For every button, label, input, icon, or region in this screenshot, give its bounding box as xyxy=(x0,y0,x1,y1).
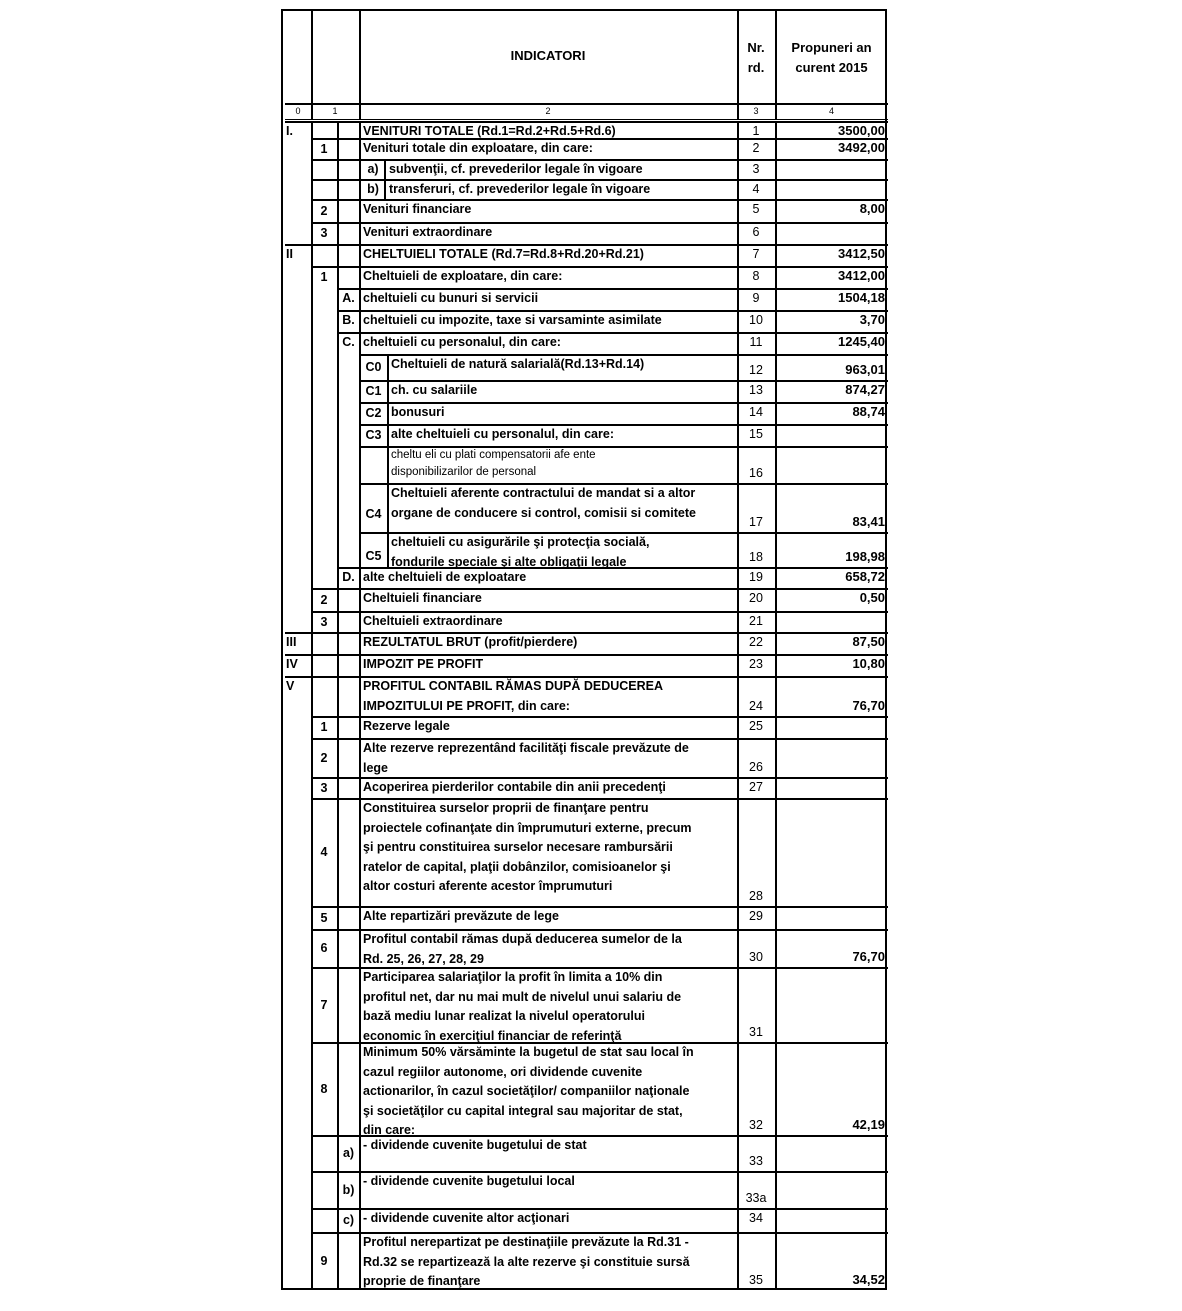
row-number: 33 xyxy=(749,1154,763,1168)
column-line xyxy=(311,567,313,588)
row-number: 22 xyxy=(749,635,763,649)
column-line xyxy=(359,632,361,654)
header-rd: rd. xyxy=(747,60,765,75)
column-line xyxy=(337,380,339,402)
roman-numeral: V xyxy=(286,679,295,693)
column-line xyxy=(775,103,777,119)
indicator-label: - dividende cuvenite bugetului de stat xyxy=(363,1138,587,1152)
column-line xyxy=(337,244,339,266)
roman-numeral: III xyxy=(286,635,297,649)
letter-code: B. xyxy=(342,313,355,327)
column-line xyxy=(337,446,339,483)
indicator-label: Cheltuieli extraordinare xyxy=(363,614,503,628)
letter-code: C5 xyxy=(365,548,382,563)
column-line xyxy=(359,1171,361,1208)
column-line xyxy=(775,424,777,446)
proposal-value: 42,19 xyxy=(852,1117,885,1132)
column-line xyxy=(311,244,313,266)
indicator-label: profitul net, dar nu mai mult de nivelul unui salariu de xyxy=(363,989,682,1004)
letter-code: b) xyxy=(367,182,379,196)
indicator-label: - dividende cuvenite altor acţionari xyxy=(363,1211,570,1225)
column-line xyxy=(337,483,339,532)
column-line xyxy=(337,798,339,906)
indicator-label: Minimum 50% vărsăminte la bugetul de stat sau local în xyxy=(363,1045,694,1059)
column-index: 0 xyxy=(295,106,301,116)
letter-code: b) xyxy=(342,1182,355,1197)
column-line xyxy=(311,676,313,716)
row-number: 31 xyxy=(749,1025,763,1039)
row-number: 19 xyxy=(749,570,763,584)
proposal-value: 0,50 xyxy=(859,590,885,605)
proposal-value: 658,72 xyxy=(845,569,885,584)
column-line xyxy=(359,446,361,483)
column-line xyxy=(337,354,339,380)
column-line xyxy=(337,967,339,1042)
indicator-label: şi societăţilor cu capital integral sau majoritar de stat, xyxy=(363,1103,683,1118)
proposal-value: 3500,00 xyxy=(838,123,885,138)
section-number: 2 xyxy=(320,592,328,607)
proposal-value: 76,70 xyxy=(852,698,885,713)
indicator-label: Rd.32 se repartizează la alte rezerve şi constituie sursă xyxy=(363,1254,690,1269)
indicator-label: din care: xyxy=(363,1123,416,1137)
header-nr: Nr. xyxy=(747,40,765,55)
proposal-value: 1504,18 xyxy=(838,290,885,305)
indicator-label: Venituri extraordinare xyxy=(363,225,493,239)
column-line xyxy=(311,310,313,332)
column-line xyxy=(775,1208,777,1232)
section-number: 1 xyxy=(320,141,328,156)
column-line xyxy=(311,446,313,483)
row-number: 32 xyxy=(749,1118,763,1132)
column-line xyxy=(337,1232,339,1290)
column-line xyxy=(337,532,339,567)
column-line xyxy=(359,738,361,777)
header-propuneri: Propuneri an xyxy=(791,40,872,55)
indicator-label: Venituri totale din exploatare, din care: xyxy=(363,141,593,155)
column-line xyxy=(359,244,361,266)
row-number: 23 xyxy=(749,657,763,671)
column-line xyxy=(311,483,313,532)
column-line xyxy=(311,1171,313,1208)
proposal-value: 198,98 xyxy=(845,549,885,564)
proposal-value: 1245,40 xyxy=(838,334,885,349)
proposal-value: 88,74 xyxy=(852,404,885,419)
column-line xyxy=(337,1042,339,1135)
letter-code: a) xyxy=(367,162,379,176)
indicator-label: Cheltuieli de exploatare, din care: xyxy=(363,269,563,283)
column-line xyxy=(775,179,777,199)
column-line xyxy=(387,483,389,532)
proposal-value: 76,70 xyxy=(852,949,885,964)
section-number: 3 xyxy=(320,614,328,629)
column-line xyxy=(359,716,361,738)
row-number: 35 xyxy=(749,1273,763,1287)
column-line xyxy=(359,1135,361,1171)
column-line xyxy=(359,288,361,310)
roman-numeral: IV xyxy=(286,657,298,671)
row-number: 14 xyxy=(749,405,763,419)
indicator-label: cazul regiilor autonome, ori dividende cuvenite xyxy=(363,1064,643,1079)
letter-code: C0 xyxy=(365,360,382,374)
section-number: 6 xyxy=(320,941,328,955)
column-line xyxy=(359,222,361,244)
column-line xyxy=(311,532,313,567)
column-line xyxy=(311,1135,313,1171)
column-line xyxy=(359,588,361,611)
indicator-label: Venituri financiare xyxy=(363,202,472,216)
roman-numeral: II xyxy=(286,247,293,261)
row-number: 27 xyxy=(749,780,763,794)
column-line xyxy=(359,103,361,119)
row-number: 20 xyxy=(749,591,763,605)
column-line xyxy=(359,138,361,159)
proposal-value: 34,52 xyxy=(852,1272,885,1287)
column-line xyxy=(359,654,361,676)
row-number: 5 xyxy=(752,202,760,216)
column-line xyxy=(337,676,339,716)
letter-code: c) xyxy=(342,1213,355,1227)
column-line xyxy=(311,402,313,424)
row-number: 7 xyxy=(752,247,760,261)
column-line xyxy=(737,103,739,119)
indicator-label: Cheltuieli de natură salarială(Rd.13+Rd.14) xyxy=(391,357,645,371)
letter-code: C3 xyxy=(365,428,382,442)
indicator-label: Rezerve legale xyxy=(363,719,450,733)
indicator-label: Rd. 25, 26, 27, 28, 29 xyxy=(363,951,484,966)
header-indicatori: INDICATORI xyxy=(510,48,586,63)
column-line xyxy=(387,424,389,446)
row-number: 2 xyxy=(752,141,760,155)
indicator-label: transferuri, cf. prevederilor legale în vigoare xyxy=(389,182,651,196)
column-line xyxy=(311,380,313,402)
section-number: 3 xyxy=(320,780,328,795)
column-line xyxy=(337,716,339,738)
letter-code: A. xyxy=(342,291,355,305)
column-line xyxy=(775,159,777,179)
proposal-value: 3,70 xyxy=(859,312,885,327)
column-line xyxy=(775,967,777,1042)
indicator-label: cheltuieli cu asigurările şi protecţia socială, xyxy=(391,535,650,549)
indicator-label: CHELTUIELI TOTALE (Rd.7=Rd.8+Rd.20+Rd.21) xyxy=(363,247,644,261)
letter-code: D. xyxy=(342,570,355,584)
column-line xyxy=(311,1208,313,1232)
row-number: 25 xyxy=(749,719,763,733)
column-line xyxy=(337,402,339,424)
proposal-value: 87,50 xyxy=(852,634,885,649)
indicator-label: REZULTATUL BRUT (profit/pierdere) xyxy=(363,635,578,649)
indicator-label: IMPOZITULUI PE PROFIT, din care: xyxy=(363,698,570,713)
indicator-label: cheltuieli cu personalul, din care: xyxy=(363,335,561,349)
section-number: 2 xyxy=(320,203,328,218)
column-line xyxy=(387,354,389,380)
indicator-label: alte cheltuieli cu personalul, din care: xyxy=(391,427,614,441)
row-number: 17 xyxy=(749,515,763,529)
row-number: 9 xyxy=(752,291,760,305)
row-number: 10 xyxy=(749,313,763,327)
row-number: 34 xyxy=(749,1211,763,1225)
column-line xyxy=(359,199,361,222)
column-line xyxy=(311,121,313,138)
column-line xyxy=(311,424,313,446)
indicator-label: fondurile speciale şi alte obligaţii legale xyxy=(391,554,627,569)
row-number: 16 xyxy=(749,466,763,480)
proposal-value: 874,27 xyxy=(845,382,885,397)
section-number: 7 xyxy=(320,997,328,1012)
section-number: 3 xyxy=(320,226,328,240)
indicator-label: Alte repartizări prevăzute de lege xyxy=(363,909,559,923)
row-number: 29 xyxy=(749,909,763,923)
column-line xyxy=(337,632,339,654)
column-line xyxy=(311,354,313,380)
column-line xyxy=(359,266,361,288)
header-curent-year: curent 2015 xyxy=(795,60,868,75)
column-line xyxy=(775,446,777,483)
row-number: 6 xyxy=(752,225,760,239)
column-line xyxy=(337,121,339,138)
section-number: 9 xyxy=(320,1254,328,1268)
column-line xyxy=(311,159,313,179)
row-number: 11 xyxy=(749,335,763,349)
roman-numeral: I. xyxy=(286,124,293,138)
column-line xyxy=(775,798,777,906)
column-line xyxy=(337,159,339,179)
column-line xyxy=(311,654,313,676)
row-number: 21 xyxy=(749,614,763,628)
letter-code: C2 xyxy=(365,406,382,420)
proposal-value: 963,01 xyxy=(845,362,885,377)
column-line xyxy=(337,266,339,288)
column-line xyxy=(775,1135,777,1171)
column-line xyxy=(359,929,361,967)
column-line xyxy=(359,1208,361,1232)
column-line xyxy=(337,611,339,632)
column-line xyxy=(775,906,777,929)
budget-indicators-table xyxy=(281,9,887,1290)
column-index: 1 xyxy=(332,106,338,116)
indicator-label: Profitul contabil rămas după deducerea sumelor de la xyxy=(363,932,682,946)
index-row-divider xyxy=(285,119,888,120)
column-line xyxy=(337,588,339,611)
indicator-label: cheltuieli cu bunuri si servicii xyxy=(363,291,539,305)
column-line xyxy=(775,611,777,632)
proposal-value: 10,80 xyxy=(852,656,885,671)
column-line xyxy=(359,611,361,632)
indicator-label: Participarea salariaţilor la profit în limita a 10% din xyxy=(363,970,663,984)
column-line xyxy=(359,1042,361,1135)
row-number: 24 xyxy=(749,699,763,713)
indicator-label: alte cheltuieli de exploatare xyxy=(363,570,527,584)
column-line xyxy=(337,179,339,199)
section-number: 5 xyxy=(320,910,328,925)
column-line xyxy=(775,777,777,798)
column-index: 3 xyxy=(753,106,759,116)
column-line xyxy=(359,967,361,1042)
indicator-label: Acoperirea pierderilor contabile din anii precedenţi xyxy=(363,780,666,794)
indicator-label: lege xyxy=(363,760,389,775)
column-line xyxy=(359,310,361,332)
column-line xyxy=(337,929,339,967)
section-number: 4 xyxy=(320,845,328,859)
column-line xyxy=(337,777,339,798)
column-line xyxy=(359,121,361,138)
section-number: 8 xyxy=(320,1081,328,1096)
indicator-label: proiectele cofinanţate din împrumuturi externe, precum xyxy=(363,820,692,835)
indicator-label: cheltuieli cu impozite, taxe si varsaminte asimilate xyxy=(363,313,662,327)
section-number: 1 xyxy=(320,720,328,734)
column-line xyxy=(337,654,339,676)
indicator-label: Cheltuieli aferente contractului de mandat si a altor xyxy=(391,486,696,500)
row-number: 4 xyxy=(752,182,760,196)
proposal-value: 8,00 xyxy=(859,201,885,216)
proposal-value: 3412,50 xyxy=(838,246,885,261)
letter-code: C1 xyxy=(365,384,382,398)
column-line xyxy=(337,138,339,159)
indicator-label: IMPOZIT PE PROFIT xyxy=(363,657,484,671)
proposal-value: 3492,00 xyxy=(838,140,885,155)
row-number: 1 xyxy=(752,124,760,138)
column-line xyxy=(387,446,389,483)
column-line xyxy=(775,716,777,738)
column-line xyxy=(337,199,339,222)
indicator-label: ratelor de capital, plaţii dobânzilor, comisioanelor şi xyxy=(363,859,671,874)
column-line xyxy=(311,179,313,199)
letter-code: C. xyxy=(342,335,355,349)
indicator-label: economic în exerciţiul financiar de referinţă xyxy=(363,1028,622,1043)
column-line xyxy=(359,567,361,588)
indicator-label: organe de conducere si control, comisii si comitete xyxy=(391,505,696,520)
column-line xyxy=(359,332,361,354)
indicator-label: ch. cu salariile xyxy=(391,383,478,397)
column-line xyxy=(775,222,777,244)
indicator-label: - dividende cuvenite bugetului local xyxy=(363,1174,575,1188)
indicator-label: Constituirea surselor proprii de finanţare pentru xyxy=(363,801,649,815)
column-line xyxy=(311,103,313,119)
letter-code: C4 xyxy=(365,506,382,521)
indicator-label: subvenţii, cf. prevederilor legale în vigoare xyxy=(389,162,643,176)
section-number: 2 xyxy=(320,750,328,765)
row-number: 3 xyxy=(752,162,760,176)
column-line xyxy=(311,632,313,654)
indicator-label: proprie de finanţare xyxy=(363,1274,481,1288)
row-number: 18 xyxy=(749,550,763,564)
column-index: 4 xyxy=(828,106,834,116)
row-number: 26 xyxy=(749,760,763,774)
indicator-label: Alte rezerve reprezentând facilităţi fiscale prevăzute de xyxy=(363,741,689,755)
row-number: 30 xyxy=(749,950,763,964)
row-number: 12 xyxy=(749,363,763,377)
indicator-label: bază mediu lunar realizat la nivelul operatorului xyxy=(363,1009,646,1023)
indicator-label: bonusuri xyxy=(391,405,445,419)
indicator-label: Profitul nerepartizat pe destinaţiile prevăzute la Rd.31 - xyxy=(363,1235,689,1249)
indicator-label: VENITURI TOTALE (Rd.1=Rd.2+Rd.5+Rd.6) xyxy=(363,124,616,138)
column-line xyxy=(337,424,339,446)
indicator-label: Cheltuieli financiare xyxy=(363,591,482,605)
header-divider xyxy=(285,103,888,105)
row-number: 13 xyxy=(749,383,763,397)
indicator-label: cheltu eli cu plati compensatorii afe ente xyxy=(391,449,596,461)
column-line xyxy=(359,676,361,716)
column-line xyxy=(387,402,389,424)
row-number: 8 xyxy=(752,269,760,283)
column-line xyxy=(359,906,361,929)
section-number: 1 xyxy=(320,270,328,284)
indicator-label: disponibilizarilor de personal xyxy=(391,466,537,478)
column-line xyxy=(359,777,361,798)
column-line xyxy=(337,906,339,929)
column-line xyxy=(337,222,339,244)
column-line xyxy=(359,1232,361,1290)
row-number: 33a xyxy=(745,1191,767,1205)
row-number: 15 xyxy=(749,427,763,441)
column-line xyxy=(311,288,313,310)
indicator-label: PROFITUL CONTABIL RĂMAS DUPĂ DEDUCEREA xyxy=(363,679,664,693)
row-number: 28 xyxy=(749,889,763,903)
column-line xyxy=(337,738,339,777)
letter-code: a) xyxy=(342,1146,355,1160)
column-line xyxy=(775,1171,777,1208)
proposal-value: 3412,00 xyxy=(838,268,885,283)
indicator-label: şi pentru constituirea surselor necesare rambursării xyxy=(363,840,673,854)
column-line xyxy=(387,532,389,567)
column-line xyxy=(387,380,389,402)
indicator-label: actionarilor, în cazul societăţilor/ companiilor naţionale xyxy=(363,1084,690,1098)
proposal-value: 83,41 xyxy=(852,514,885,529)
indicator-label: altor costuri aferente acestor împrumuturi xyxy=(363,879,613,893)
column-line xyxy=(311,332,313,354)
column-line xyxy=(775,738,777,777)
column-line xyxy=(359,798,361,906)
column-index: 2 xyxy=(545,106,551,116)
